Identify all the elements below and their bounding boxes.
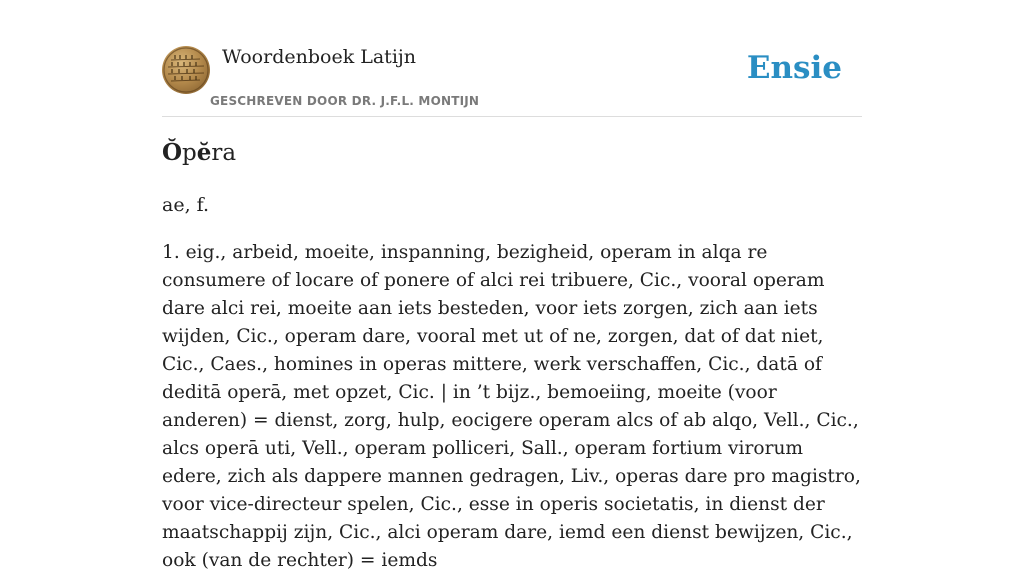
header xyxy=(162,0,862,117)
entry-grammar: ae, f. xyxy=(162,194,210,216)
headword-ending: ra xyxy=(211,140,237,166)
headword-letter-p: p xyxy=(182,140,197,166)
coin-inscription-icon xyxy=(162,46,210,94)
author-byline: GESCHREVEN DOOR DR. J.F.L. MONTIJN xyxy=(210,94,480,108)
headword-letter-o: Ŏ xyxy=(162,139,183,166)
headword-letter-e: ĕ xyxy=(196,139,212,166)
coin-inscription-logo-icon[interactable] xyxy=(162,46,210,94)
brand-logo-link[interactable]: Ensie xyxy=(746,50,842,86)
entry-definition: 1. eig., arbeid, moeite, inspanning, bezigheid, operam in alqa re consumere of locare of ponere of alci rei tribuere, Cic., vooral operam dare alci rei, moeite aan iets besteden, voor iets zorgen, zich aan iets wijden, Cic., operam dare, vooral met ut of ne, zorgen, dat of dat niet, Cic., Caes., homines in operas mittere, werk verschaffen, Cic., datā of deditā operā, met opzet, Cic. | in ’t bijz., bemoeiing, moeite (voor anderen) = dienst, zorg, hulp, eocigere operam alcs of ab alqo, Vell., Cic., alcs operā uti, Vell., operam polliceri, Sall., operam fortium virorum edere, zich als dappere mannen gedragen, Liv., operas dare pro magistro, voor vice-directeur spelen, Cic., esse in operis societatis, in dienst der maatschappij zijn, Cic., alci operam dare, iemd een dienst bewijzen, Cic., ook (van de rechter) = iemds xyxy=(162,242,861,571)
book-title[interactable]: Woordenboek Latijn xyxy=(222,46,417,68)
page xyxy=(162,0,862,571)
entry-headword xyxy=(162,139,236,166)
